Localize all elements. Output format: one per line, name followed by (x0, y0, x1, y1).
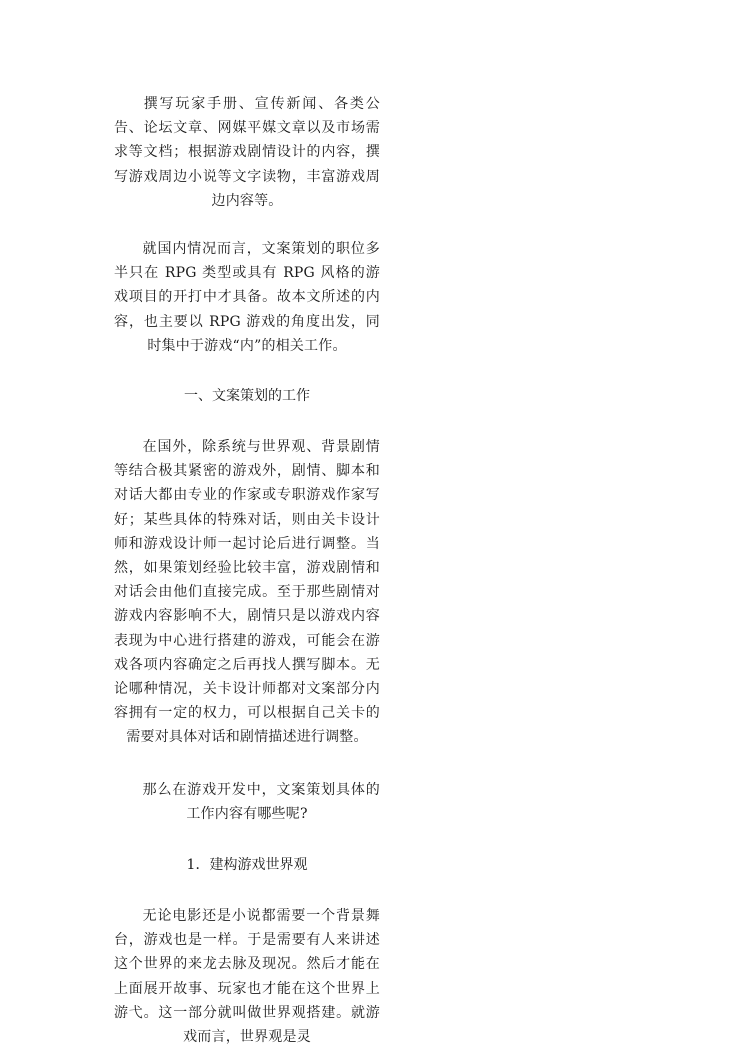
document-page (114, 92, 380, 1049)
section-heading-copywriting-work: 一、文案策划的工作 (184, 388, 310, 405)
paragraph-domestic-situation (114, 237, 380, 358)
paragraph-question (114, 778, 380, 826)
paragraph-text: 在国外，除系统与世界观、背景剧情等结合极其紧密的游戏外，剧情、脚本和对话大都由专业的作家或专职游戏作家写好；某些具体的特殊对话，则由关卡设计师和游戏设计师一起讨论后进行调整。当然，如果策划经验比较丰富，游戏剧情和对话会由他们直接完成。至于那些剧情对游戏内容影响不大，剧情只是以游戏内容表现为中心进行搭建的游戏，可能会在游戏各项内容确定之后再找人撰写脚本。无论哪种情况，关卡设计师都对文案部分内容拥有一定的权力，可以根据自己关卡的需要对具体对话和剧情描述进行调整。 (114, 439, 380, 746)
subsection-heading-worldview: 1．建构游戏世界观 (186, 857, 308, 874)
paragraph-text: 就国内情况而言，文案策划的职位多半只在 RPG 类型或具有 RPG 风格的游戏项目的开打中才具备。故本文所述的内容，也主要以 RPG 游戏的角度出发，同时集中于游戏“内”的相关工作。 (114, 241, 380, 354)
paragraph-text: 那么在游戏开发中，文案策划具体的工作内容有哪些呢? (142, 781, 380, 822)
paragraph-responsibilities (114, 92, 380, 213)
paragraph-text: 无论电影还是小说都需要一个背景舞台，游戏也是一样。于是需要有人来讲述这个世界的来龙去脉及现况。然后才能在上面展开故事、玩家也才能在这个世界上游弋。这一部分就叫做世界观搭建。就游戏而言，世界观是灵 (114, 908, 380, 1046)
paragraph-overseas-situation (114, 435, 380, 750)
paragraph-worldview (114, 904, 380, 1049)
paragraph-text: 撰写玩家手册、宣传新闻、各类公告、论坛文章、网媒平媒文章以及市场需求等文档；根据游戏剧情设计的内容，撰写游戏周边小说等文字读物，丰富游戏周边内容等。 (114, 96, 380, 209)
